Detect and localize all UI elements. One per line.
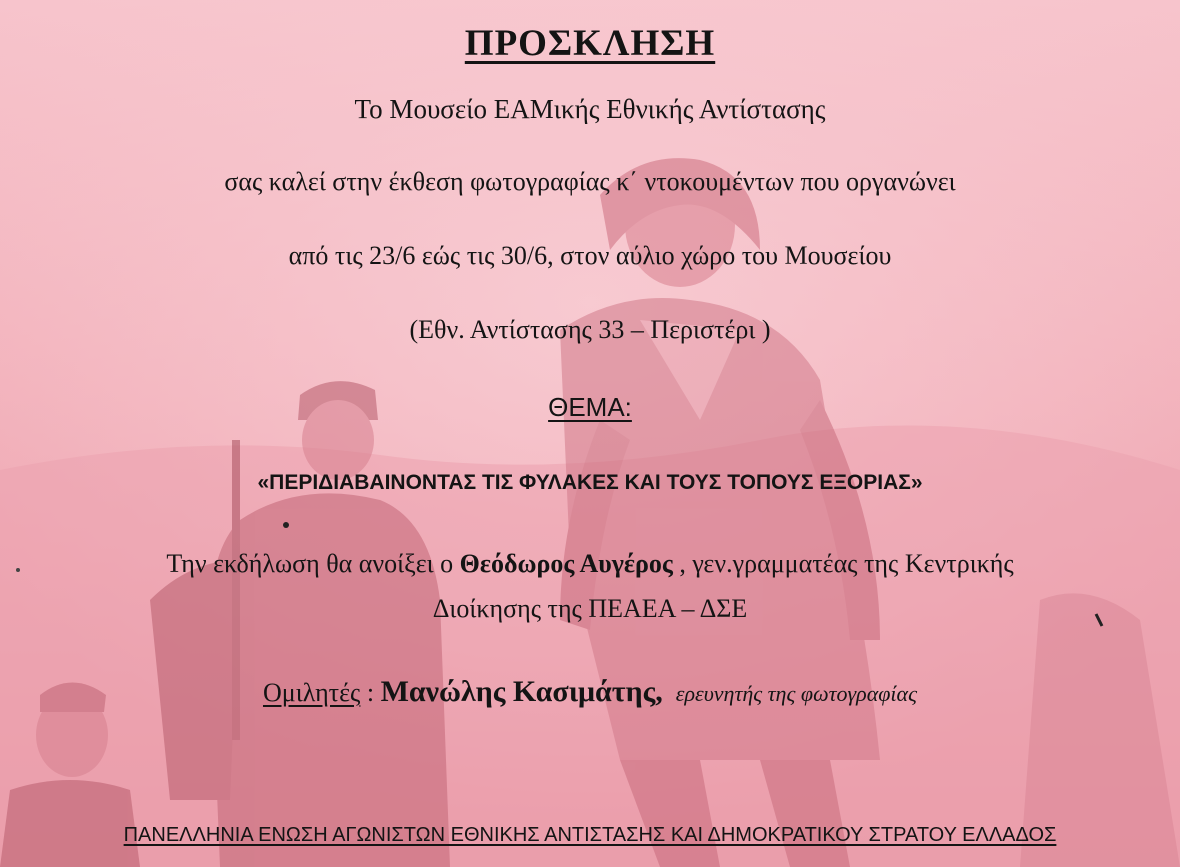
invitation-title: ΠΡΟΣΚΛΗΣΗ [464, 23, 716, 64]
opening-line-2: Διοίκησης της ΠΕΑΕΑ – ΔΣΕ [432, 594, 748, 623]
speakers-separator: : [360, 678, 381, 707]
speaker-name: Μανώλης Κασιμάτης, [380, 675, 663, 708]
museum-line: Το Μουσείο ΕΑΜικής Εθνικής Αντίστασης [354, 94, 826, 124]
opening-speaker-name: Θεόδωρος Αυγέρος [459, 549, 673, 578]
theme-label: ΘΕΜΑ: [548, 392, 632, 422]
exhibition-line: σας καλεί στην έκθεση φωτογραφίας κ΄ ντοκουμέντων που οργανώνει [224, 167, 956, 196]
theme-text: «ΠΕΡΙΔΙΑΒΑΙΝΟΝΤΑΣ ΤΙΣ ΦΥΛΑΚΕΣ ΚΑΙ ΤΟΥΣ ΤΟΠΟΥΣ ΕΞΟΡΙΑΣ» [257, 471, 923, 494]
dates-location-line: από τις 23/6 εώς τις 30/6, στον αύλιο χώρο του Μουσείου [288, 241, 892, 270]
speakers-label: Ομιλητές [262, 678, 361, 707]
speakers-line [0, 675, 1180, 709]
opening-prefix: Την εκδήλωση θα ανοίξει ο [166, 549, 460, 578]
speaker-role: ερευνητής της φωτογραφίας [675, 681, 918, 706]
organization-footer: ΠΑΝΕΛΛΗΝΙΑ ΕΝΩΣΗ ΑΓΩΝΙΣΤΩΝ ΕΘΝΙΚΗΣ ΑΝΤΙΣΤΑΣΗΣ ΚΑΙ ΔΗΜΟΚΡΑΤΙΚΟΥ ΣΤΡΑΤΟΥ ΕΛΛΑΔΟΣ [123, 824, 1057, 846]
address-line: (Εθν. Αντίστασης 33 – Περιστέρι ) [409, 315, 771, 344]
opening-suffix: , γεν.γραμματέας της Κεντρικής [672, 549, 1014, 578]
opening-line [0, 549, 1180, 579]
